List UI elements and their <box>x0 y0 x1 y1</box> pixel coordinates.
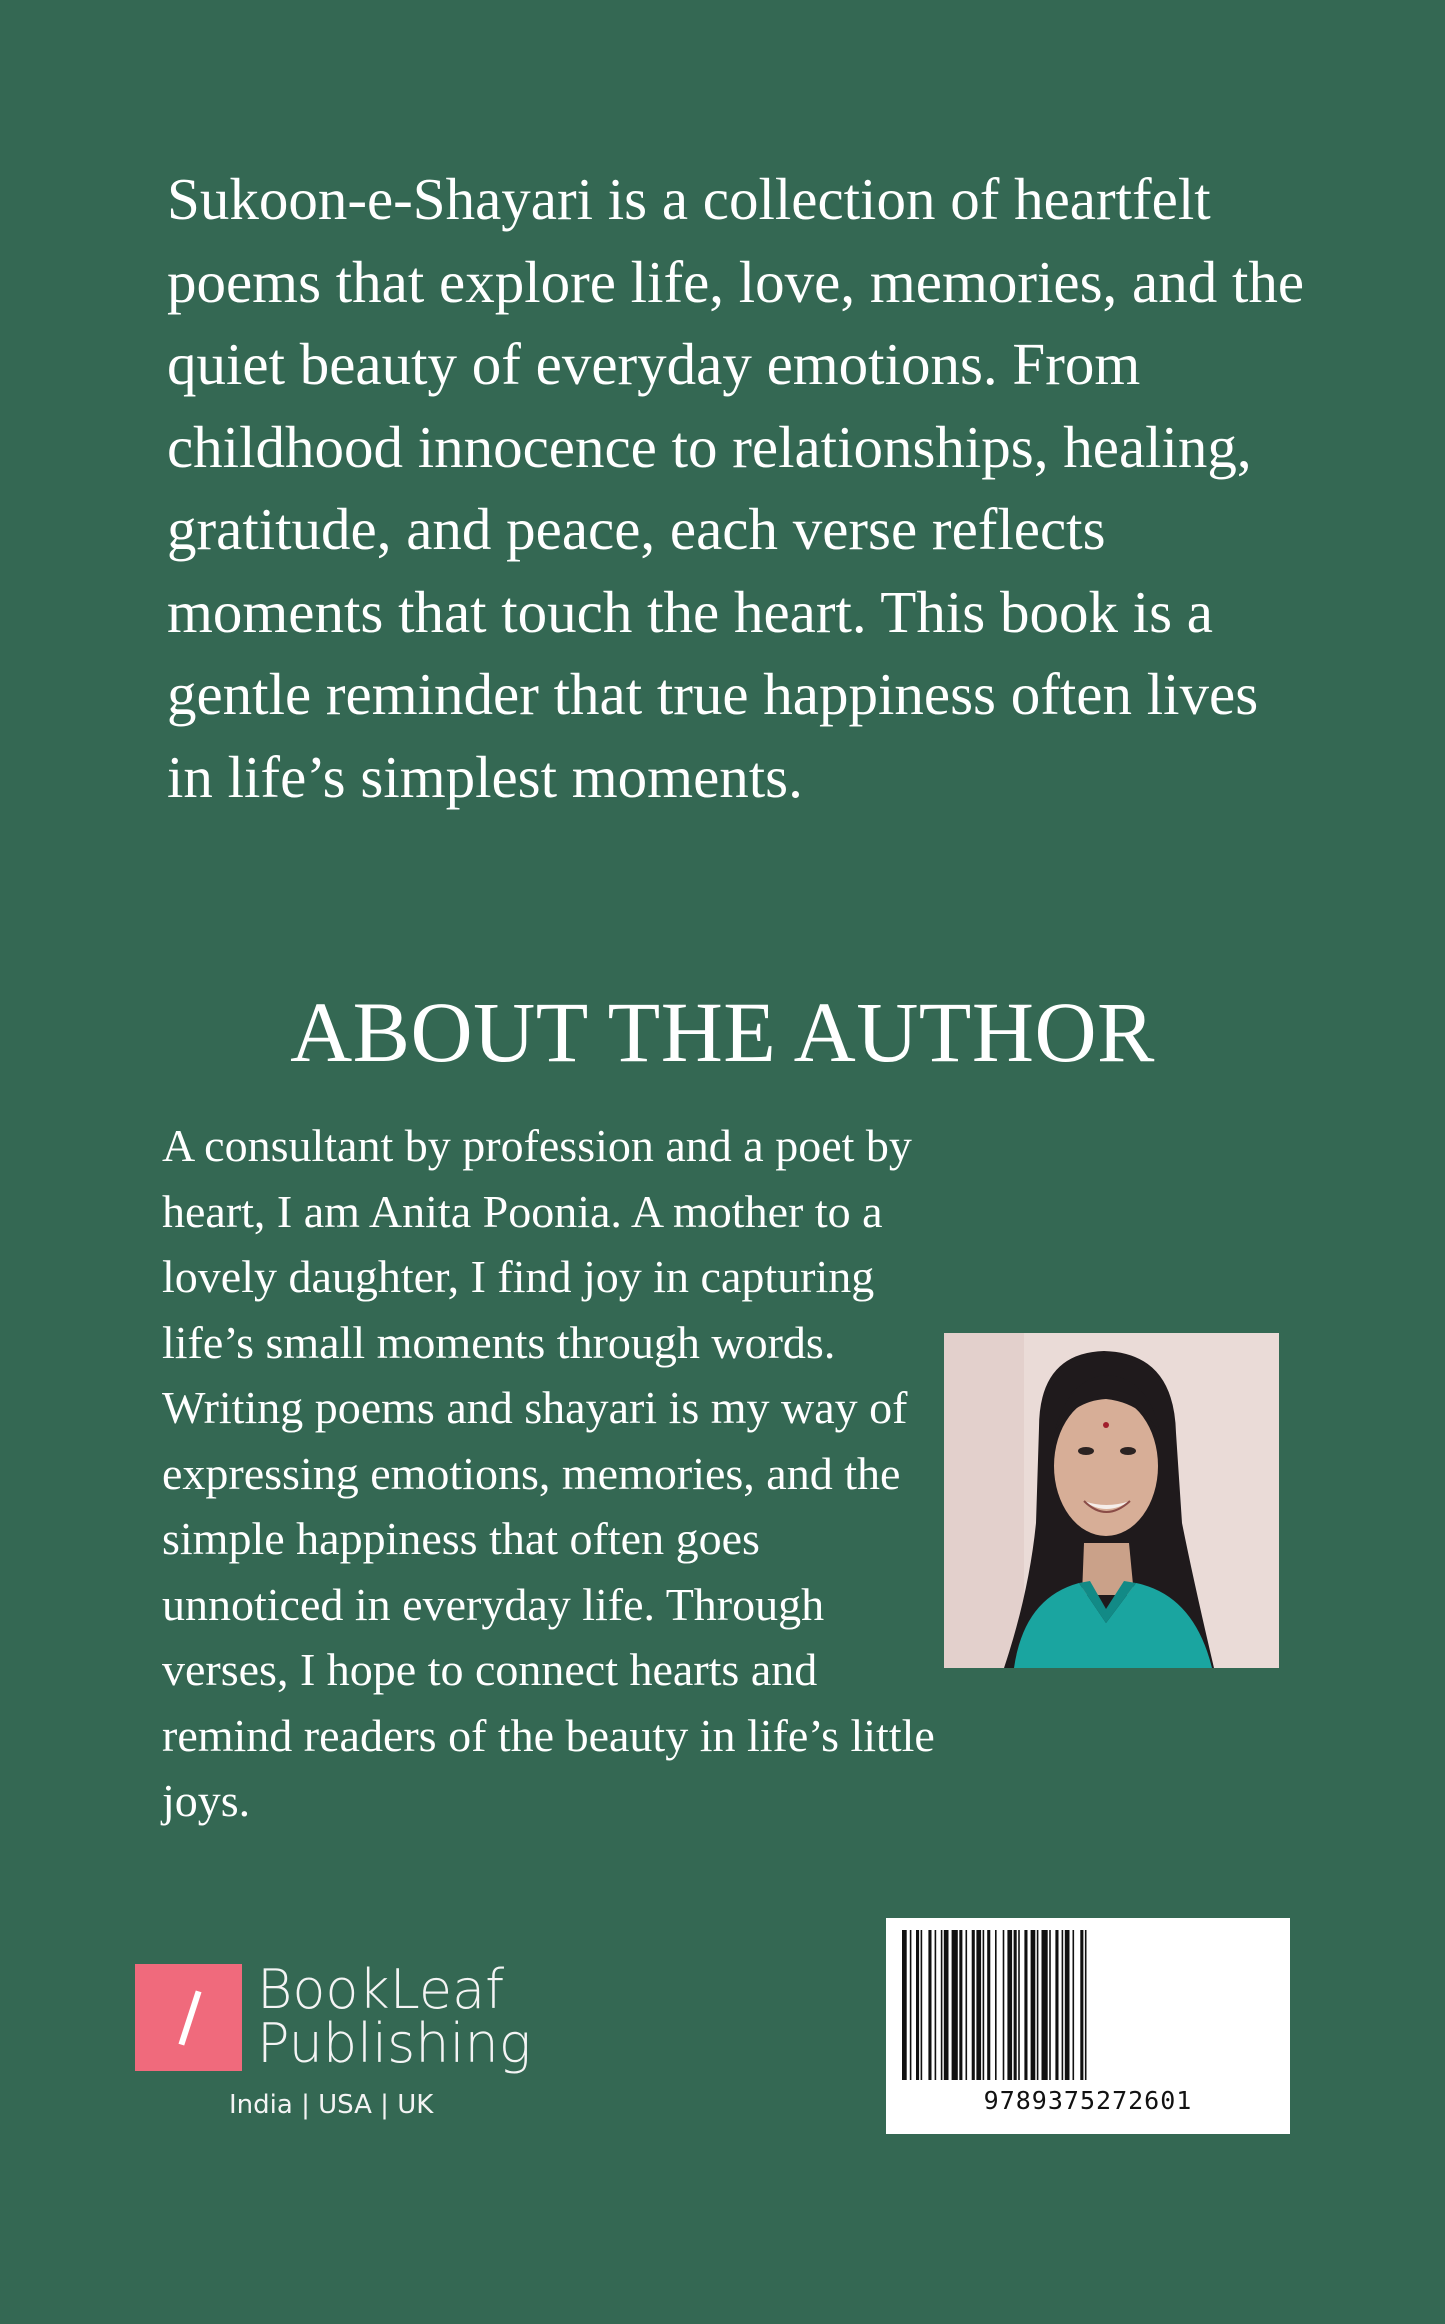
author-bio: A consultant by profession and a poet by heart, I am Anita Poonia. A mother to a lovely daughter, I find joy in capturing life’s small moments through words. Writing poems and shayari is my way of expressing emotions, memories, and the simple happiness that often goes unnoticed in everyday life. Through verses, I hope to connect hearts and remind readers of the beauty in life’s little joys. <box>162 1120 935 1826</box>
publisher-logo <box>135 1958 555 2120</box>
publisher-name-line2: Publishing <box>257 2012 532 2075</box>
isbn-barcode <box>886 1918 1290 2134</box>
barcode-bars <box>898 1930 1278 2080</box>
book-description: Sukoon-e-Shayari is a collection of heartfelt poems that explore life, love, memories, and the quiet beauty of everyday emotions. From childhood innocence to relationships, healing, gratitude, and peace, each verse reflects moments that touch the heart. This book is a gentle reminder that true happiness often lives in life’s simplest moments. <box>167 166 1305 810</box>
slash-logo-icon <box>135 1964 242 2071</box>
about-author-heading: ABOUT THE AUTHOR <box>290 984 1155 1080</box>
author-photo <box>944 1333 1279 1668</box>
publisher-regions: India | USA | UK <box>229 2090 434 2120</box>
publisher-name-line1: BookLeaf <box>257 1958 505 2021</box>
isbn-number: 9789375272601 <box>983 2086 1193 2115</box>
